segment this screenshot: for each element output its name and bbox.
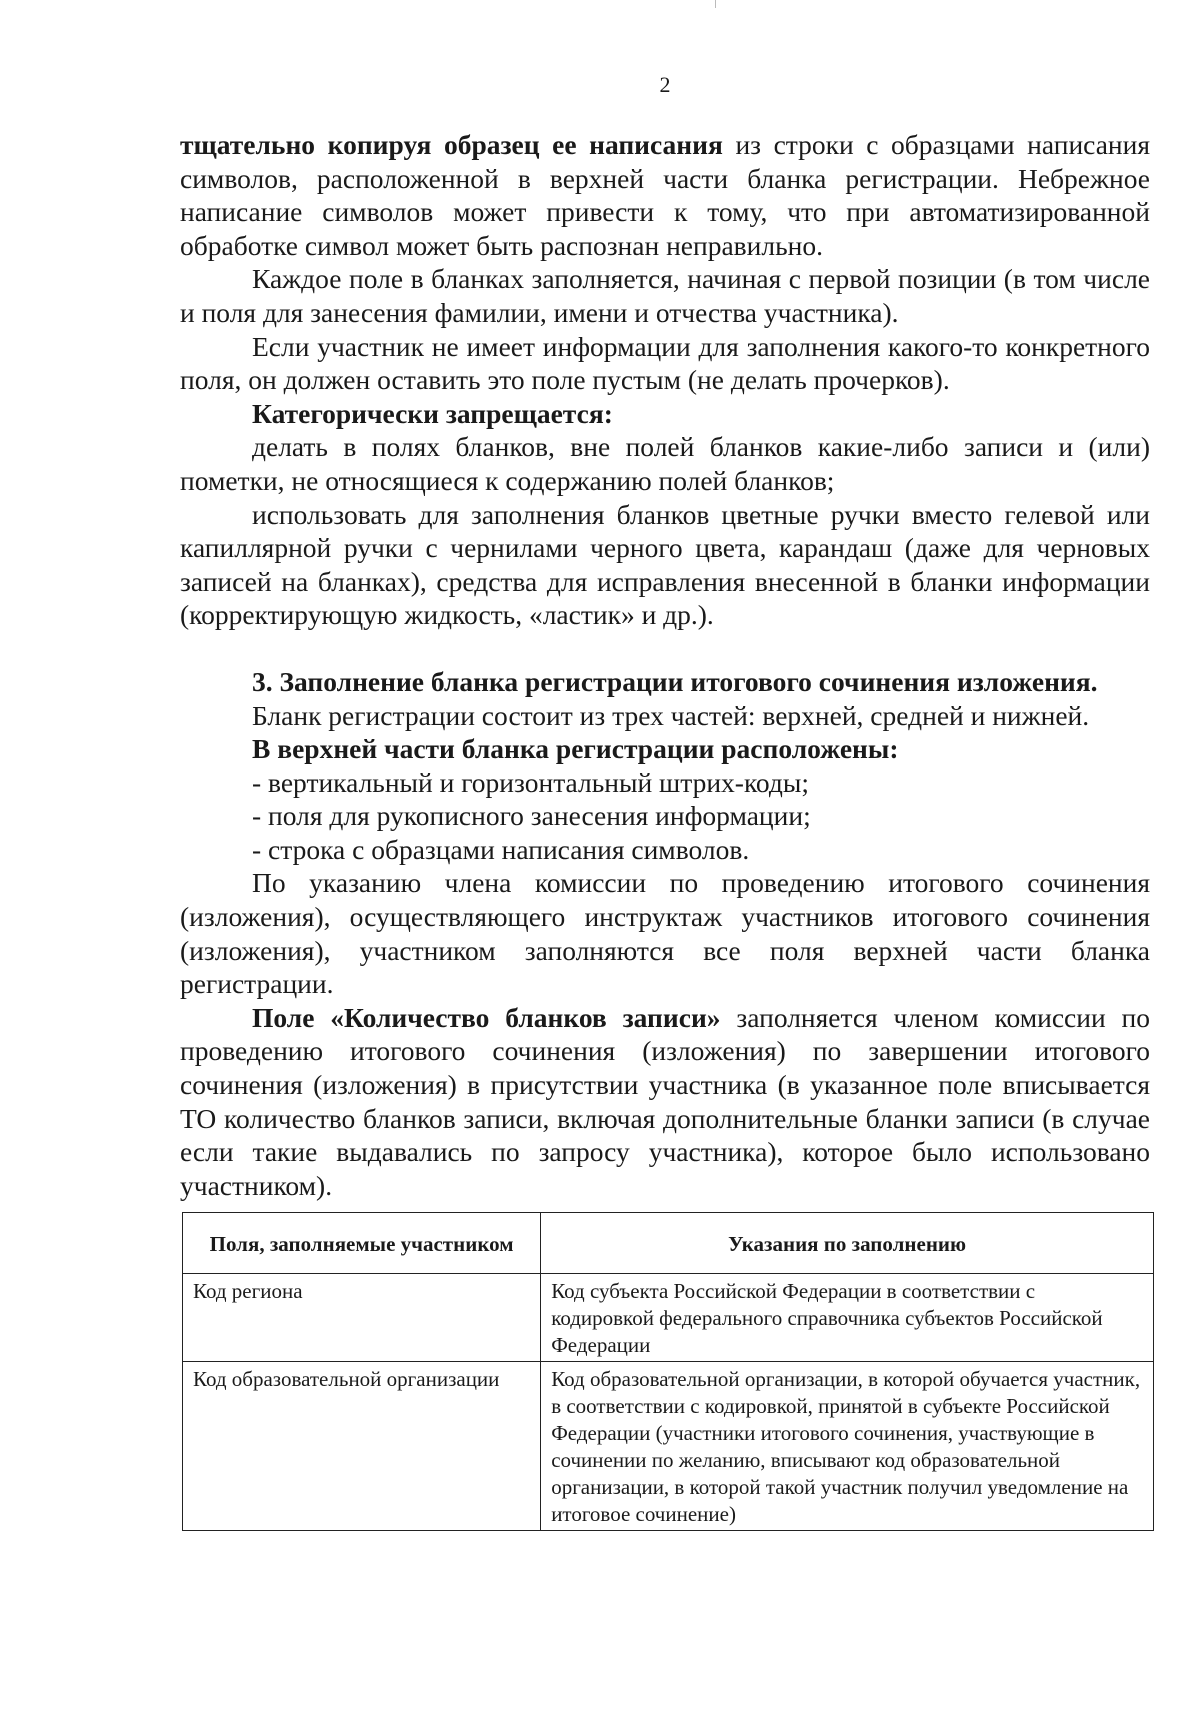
paragraph-no-color-pens: использовать для заполнения бланков цветные ручки вместо гелевой или капиллярной ручки с чернилами черного цвета, карандаш (даже для черновых записей на бланках), средства для исправления внесенной в бланки информации (корректирующую жидкость, «ластик» и др.).	[180, 498, 1150, 631]
table-cell-field: Код образовательной организации	[183, 1362, 541, 1531]
paragraph-careful-copying	[180, 128, 1150, 262]
fields-table	[182, 1212, 1154, 1531]
table-row	[183, 1274, 1154, 1362]
paragraph-commission-instructions: По указанию члена комиссии по проведению итогового сочинения (изложения), осуществляющего инструктаж участников итогового сочинения (изложения), участником заполняются все поля верхней части бланка регистрации.	[180, 867, 1150, 1000]
list-item: - вертикальный и горизонтальный штрих-коды;	[252, 766, 809, 798]
list-item: - поля для рукописного занесения информации;	[252, 800, 811, 832]
list-item: - строка с образцами написания символов.	[252, 833, 750, 865]
paragraph-three-parts: Бланк регистрации состоит из трех частей: верхней, средней и нижней.	[252, 699, 1090, 731]
paragraph-text: заполняется членом комиссии по проведению итогового сочинения (изложения) по завершении итогового сочинения (изложения) в присутствии участника (в указанное поле вписывается ТО количество бланков записи, включая дополнительные бланки записи (в случае если такие выдавались по запросу участника), которое было использовано участником).	[180, 1001, 1150, 1201]
table-row	[183, 1362, 1154, 1531]
section-3-heading: 3. Заполнение бланка регистрации итогового сочинения изложения.	[252, 665, 1098, 697]
page-number: 2	[659, 72, 671, 97]
paragraph-forms-count	[180, 1001, 1150, 1203]
heading-prohibited: Категорически запрещается:	[252, 397, 613, 429]
paragraph-text: из строки с образцами написания символов, расположенной в верхней части бланка регистрации. Небрежное написание символов может привести к тому, что при автоматизированной обработке символ может быть распознан неправильно.	[180, 129, 1150, 261]
paragraph-empty-field: Если участник не имеет информации для заполнения какого-то конкретного поля, он должен оставить это поле пустым (не делать прочерков).	[180, 330, 1150, 396]
table-header-row	[183, 1213, 1154, 1274]
table-cell-field: Код региона	[183, 1274, 541, 1362]
table-header-fields: Поля, заполняемые участником	[183, 1213, 541, 1274]
table-cell-instruction: Код субъекта Российской Федерации в соответствии с кодировкой федерального справочника субъектов Российской Федерации	[541, 1274, 1154, 1362]
paragraph-first-position: Каждое поле в бланках заполняется, начиная с первой позиции (в том числе и поля для занесения фамилии, имени и отчества участника).	[180, 263, 1150, 328]
table-cell-instruction: Код образовательной организации, в которой обучается участник, в соответствии с кодировкой, принятой в субъекте Российской Федерации (участники итогового сочинения, участвующие в сочинении по желанию, вписывают код образовательной организации, в которой такой участник получил уведомление на итоговое сочинение)	[541, 1362, 1154, 1531]
bold-phrase: тщательно копируя образец ее написания	[180, 129, 723, 160]
document-body	[180, 128, 1150, 1202]
scan-mark	[715, 0, 716, 8]
paragraph-no-marks: делать в полях бланков, вне полей бланков какие-либо записи и (или) пометки, не относящиеся к содержанию полей бланков;	[180, 431, 1150, 496]
heading-top-part: В верхней части бланка регистрации расположены:	[252, 733, 899, 765]
table-header-instructions: Указания по заполнению	[541, 1213, 1154, 1274]
bold-phrase: Поле «Количество бланков записи»	[252, 1001, 721, 1033]
